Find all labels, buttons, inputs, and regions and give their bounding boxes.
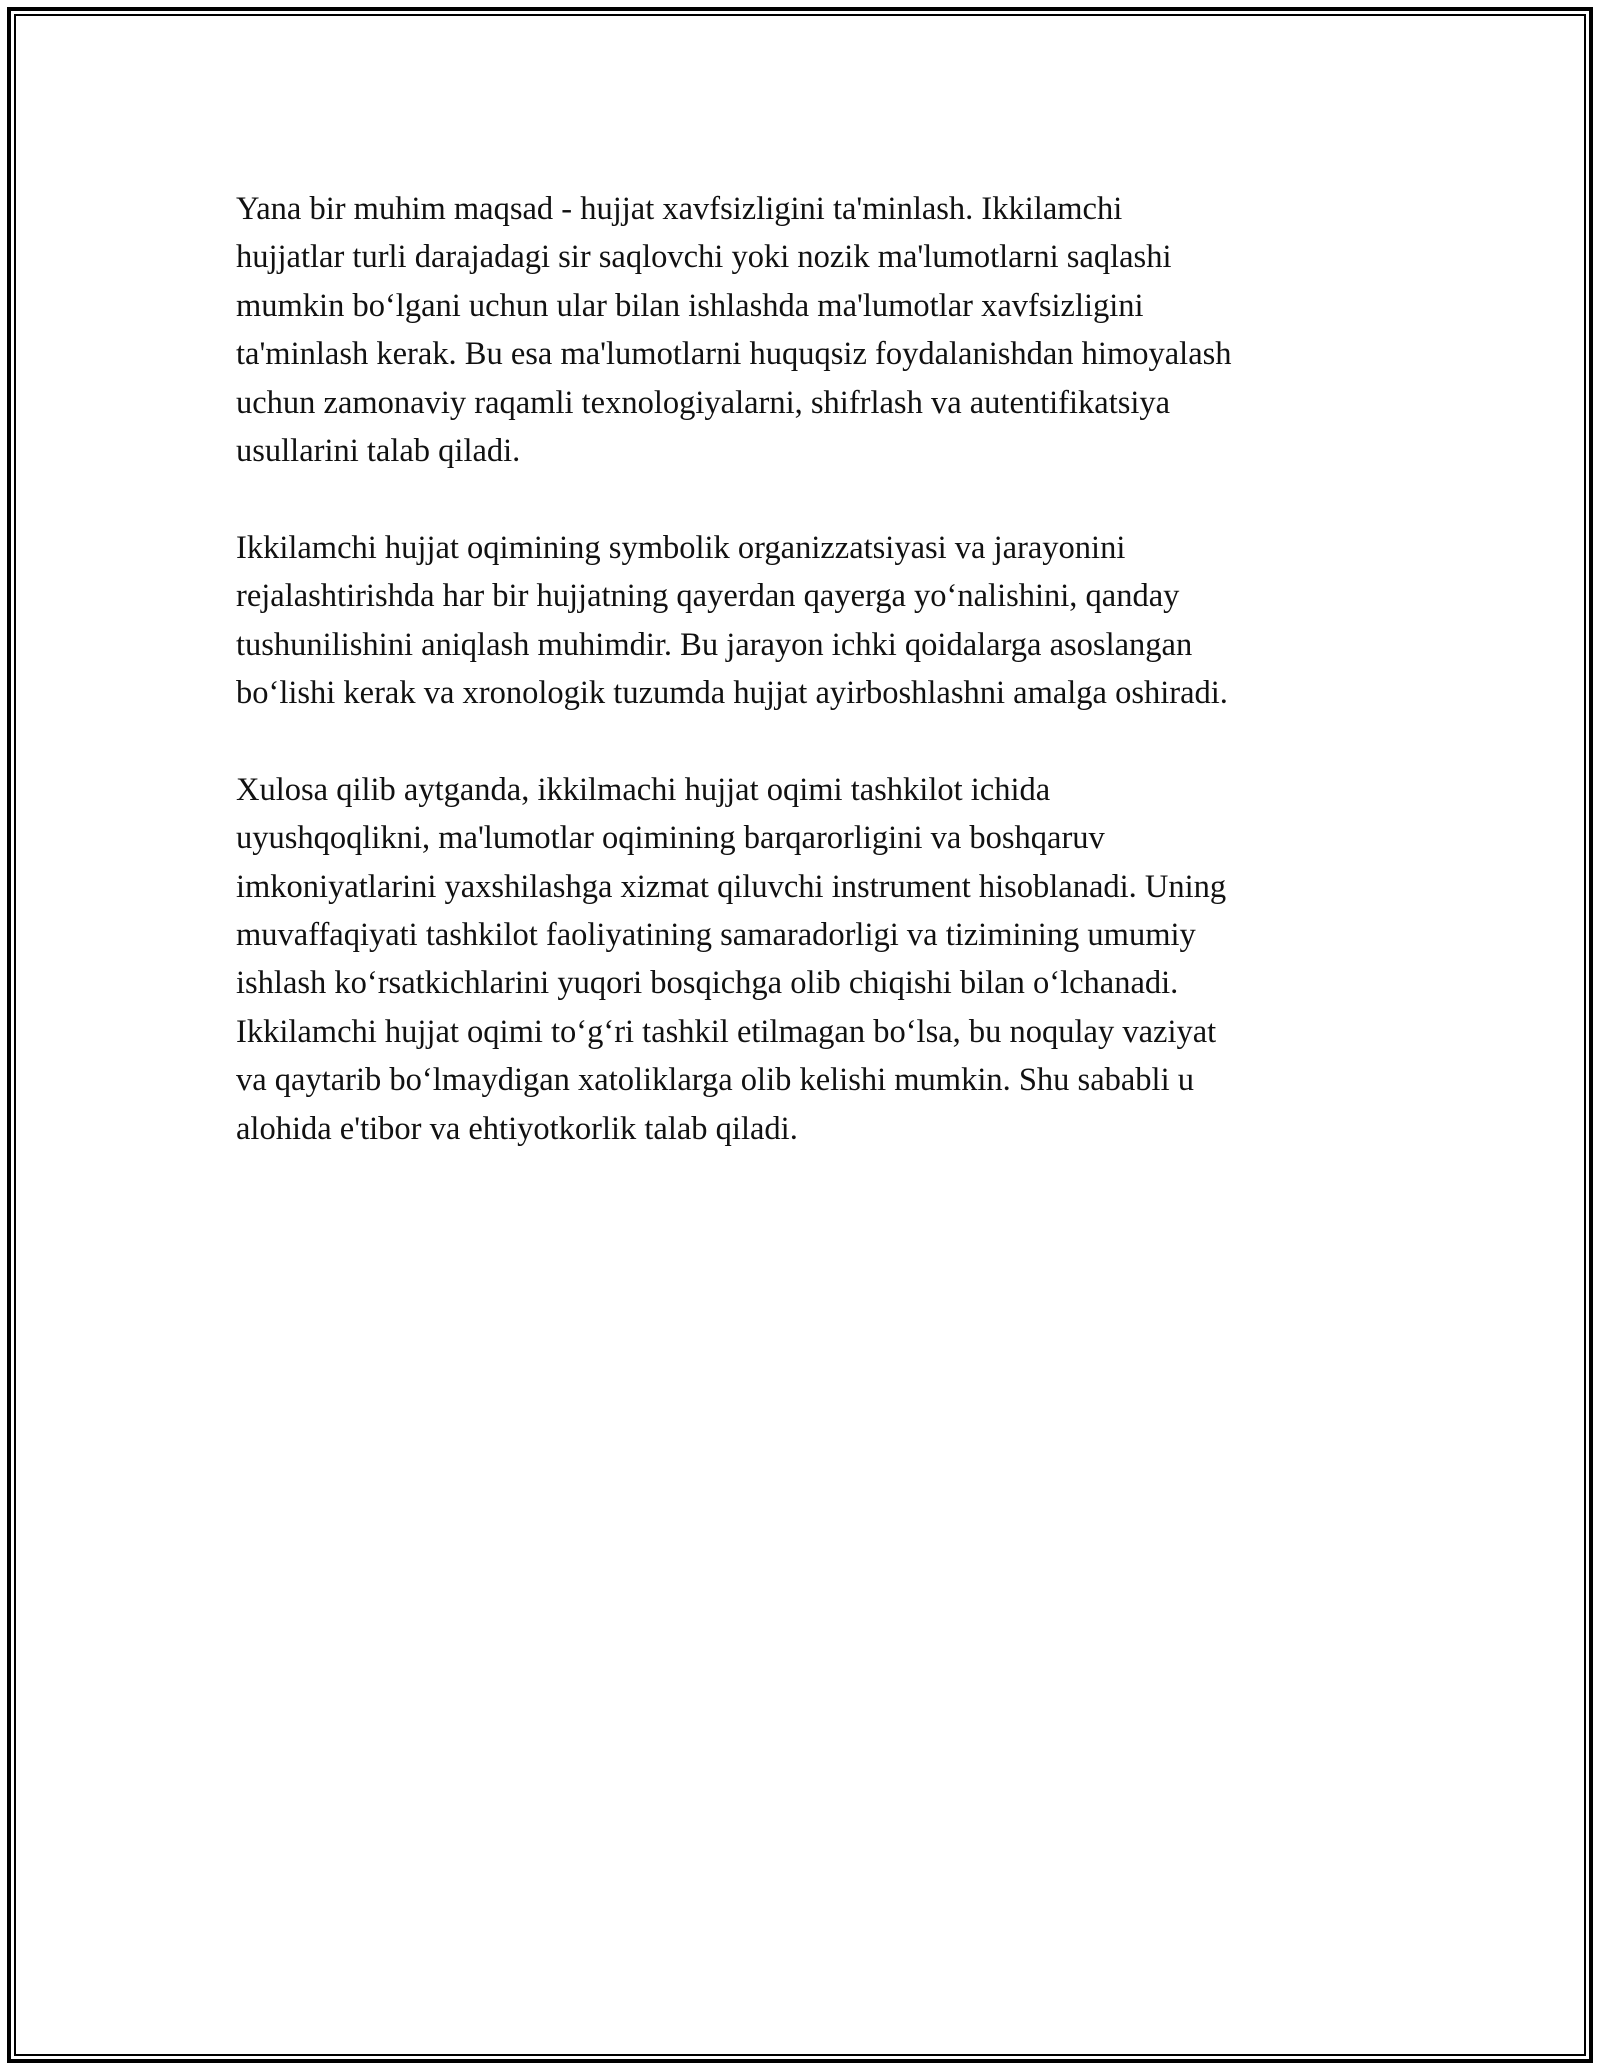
text-line: hujjatlar turli darajadagi sir saqlovchi yoki nozik ma'lumotlarni saqlashi [236,239,1172,276]
text-line: ishlash ko‘rsatkichlarini yuqori bosqichga olib chiqishi bilan o‘lchanadi. [236,965,1179,1002]
paragraph-3 [236,766,1376,1153]
text-line: uyushqoqlikni, ma'lumotlar oqimining barqarorligini va boshqaruv [236,820,1105,857]
text-line: mumkin bo‘lgani uchun ular bilan ishlashda ma'lumotlar xavfsizligini [236,287,1144,324]
document-body [236,185,1376,1201]
text-line: bo‘lishi kerak va xronologik tuzumda hujjat ayirboshlashni amalga oshiradi. [236,675,1228,712]
text-line: ta'minlash kerak. Bu esa ma'lumotlarni huquqsiz foydalanishdan himoyalash [236,336,1232,373]
text-line: Yana bir muhim maqsad - hujjat xavfsizligini ta'minlash. Ikkilamchi [236,191,1123,227]
text-line: Xulosa qilib aytganda, ikkilmachi hujjat oqimi tashkilot ichida [236,771,1051,808]
text-line: muvaffaqiyati tashkilot faoliyatining samaradorligi va tizimining umumiy [236,917,1196,954]
text-line: Ikkilamchi hujjat oqimining symbolik organizzatsiyasi va jarayonini [236,529,1126,566]
text-line: va qaytarib bo‘lmaydigan xatoliklarga olib kelishi mumkin. Shu sababli u [236,1062,1194,1099]
text-line: tushunilishini aniqlash muhimdir. Bu jarayon ichki qoidalarga asoslangan [236,626,1193,663]
paragraph-2 [236,524,1376,718]
text-line: alohida e'tibor va ehtiyotkorlik talab qiladi. [236,1110,798,1147]
text-line: Ikkilamchi hujjat oqimi to‘g‘ri tashkil etilmagan bo‘lsa, bu noqulay vaziyat [236,1013,1217,1050]
text-line: usullarini talab qiladi. [236,433,521,470]
text-line: imkoniyatlarini yaxshilashga xizmat qiluvchi instrument hisoblanadi. Uning [236,868,1227,905]
text-line: rejalashtirishda har bir hujjatning qayerdan qayerga yo‘nalishini, qanday [236,578,1180,615]
text-line: uchun zamonaviy raqamli texnologiyalarni, shifrlash va autentifikatsiya [236,384,1171,421]
paragraph-1 [236,185,1376,475]
